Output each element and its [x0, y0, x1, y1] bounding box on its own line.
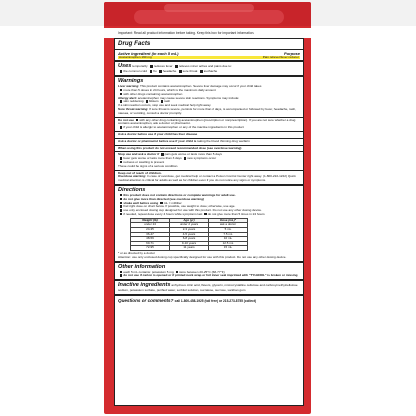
liver-warning-text: This product contains acetaminophen. Severe liver damage may occur if your child takes — [139, 84, 262, 89]
warnings-title: Warnings — [118, 78, 144, 85]
carton-logo-blur — [134, 10, 284, 24]
sore-throat-lead: Sore throat warning: — [118, 106, 149, 111]
other-info-section — [115, 263, 303, 280]
table-cell: 24-35 — [131, 228, 170, 233]
directions-title: Directions — [118, 186, 146, 193]
directions-section — [115, 186, 303, 261]
table-cell: 10 mL — [209, 237, 248, 242]
do-not-use-item: with any other drug containing acetaminophen (prescription or nonprescription). If you are not sure whether a drug contains acetaminophen, ask a doctor or pharmacist. — [118, 117, 296, 126]
warnings-section — [115, 77, 303, 116]
ask-doctor-section — [115, 132, 303, 138]
use-item: flu — [153, 69, 157, 74]
allergy-tail: If a skin reaction occurs, stop use and seek medical help right away. — [118, 103, 212, 108]
allergy-lead: Allergy alert: — [118, 95, 137, 100]
inactive-text: anhydrous citric acid, flavors, glycerin, microcrystalline cellulose and carboxymethylcellulose sodium, potassium sorbate, purified water, sorbitol solution, sucralose, sucrose, xanthan gum — [118, 283, 298, 293]
table-cell: 7.5 mL — [209, 232, 248, 237]
use-item: relieves minor aches and pains due to: — [178, 64, 232, 69]
allergy-text: acetaminophen may cause severe skin reactions. Symptoms may include: — [137, 95, 240, 100]
liver-item: with other drugs containing acetaminophen — [123, 91, 183, 96]
carton-logo-blur-2 — [164, 4, 254, 12]
active-ingredient-label: Active ingredient (in each 5 mL) — [118, 50, 179, 56]
allergy-item: blisters — [148, 99, 159, 104]
questions-phone: call 1-800-458-1925 (toll free) or 215-273-8755 (collect) — [174, 299, 256, 304]
direction-item: shake well before using — [123, 200, 159, 205]
dosing-header-dose: Dose (mL)* — [209, 218, 248, 223]
important-notice: Important: Read all product information before taking. Keep this box for important information. — [104, 28, 311, 38]
table-cell: 60-71 — [131, 241, 170, 246]
direction-item: do not give more than directed (see overdose warning) — [123, 196, 205, 201]
dosing-footnote: * or as directed by a doctor — [118, 251, 155, 255]
stop-use-section — [115, 152, 303, 169]
active-ingredient-section — [115, 50, 303, 61]
other-info-item: each 5 mL contains: potassium 5 mg — [123, 269, 174, 274]
overdose-text: In case of overdose, get medical help or contact a Poison Control Center right away. (1-800-222-1222) Quick medical attention is critical for adults as well as for children even if you do not notice any signs or symptoms. — [118, 174, 296, 183]
uses-section — [115, 62, 303, 75]
drug-facts-title: Drug Facts — [118, 40, 151, 47]
table-cell: under 24 — [131, 223, 170, 228]
when-using-section — [115, 146, 303, 152]
liver-item: more than 5 doses in 24 hours, which is the maximum daily amount — [123, 87, 216, 92]
allergy-item: rash — [164, 99, 171, 104]
keep-out-text: Keep out of reach of children. — [118, 170, 162, 175]
table-cell: 4-5 years — [170, 232, 209, 237]
overdose-lead: Overdose warning: — [118, 174, 147, 179]
table-cell: 2-3 years — [170, 228, 209, 233]
use-item: headache — [162, 69, 177, 74]
uses-title: Uses — [118, 63, 132, 70]
stop-use-item: new symptoms occur — [187, 156, 217, 161]
direction-item: do not give more than 5 times in 24 hours — [207, 212, 265, 217]
do-not-use-section — [115, 118, 303, 131]
stop-use-item: fever gets worse or lasts more than 3 days — [123, 156, 182, 161]
stop-use-tail: These could be signs of a serious condition. — [118, 163, 179, 168]
sore-throat-text: If sore throat is severe, persists for more than 2 days, is accompanied or followed by fever, headache, rash, nausea, or vomiting, consult a doctor promptly. — [118, 106, 296, 115]
direction-item: if needed, repeat dose every 4 hours while symptoms last — [123, 212, 203, 217]
ask-pharmacist-section — [115, 139, 303, 145]
table-cell: 48-59 — [131, 237, 170, 242]
stop-use-item: pain gets worse or lasts more than 5 days — [164, 152, 222, 157]
inactive-title: Inactive ingredients — [118, 282, 171, 289]
use-item: toothache — [203, 69, 218, 74]
table-cell: under 2 years — [170, 223, 209, 228]
table-cell: 9-10 years — [170, 241, 209, 246]
other-info-title: Other information — [118, 263, 166, 270]
stop-use-lead: Stop use and ask a doctor if — [118, 152, 160, 157]
dosing-header-weight: Weight (lb) — [131, 218, 170, 223]
table-cell: 6-8 years — [170, 237, 209, 242]
attention-text: Attention: use only enclosed dosing cup specifically designed for use with this product. Do not use any other dosing device. — [118, 254, 287, 259]
questions-label: Questions or comments? — [118, 298, 174, 304]
use-item: the common cold — [123, 69, 147, 74]
use-item: reduces fever — [153, 64, 173, 69]
allergy-item: skin reddening — [123, 99, 144, 104]
ingredient-purpose: Pain reliever/fever reducer — [262, 54, 299, 59]
keep-out-section — [115, 171, 303, 184]
liver-warning-lead: Liver warning: — [118, 84, 140, 89]
direction-item: find right dose on chart below. If possible, use weight to dose; otherwise, use age. — [123, 204, 236, 209]
table-cell: 11 years — [170, 246, 209, 251]
ask-doctor-text: Ask a doctor before use if your child has liver disease — [118, 131, 198, 136]
uses-intro: temporarily — [132, 64, 148, 69]
dosing-table — [130, 218, 248, 251]
do-not-use-lead: Do not use — [118, 117, 134, 122]
direction-item: use only enclosed dosing cup designed for use with this product. Do not use any other dosing device. — [123, 208, 263, 213]
dosing-header-age: Age (yr) — [170, 218, 209, 223]
ingredient-name: Acetaminophen 160 mg — [119, 54, 152, 59]
table-cell: 72-95 — [131, 246, 170, 251]
table-row — [131, 246, 248, 251]
ask-pharmacist-text: taking the blood thinning drug warfarin — [197, 138, 250, 143]
direction-item: this product does not contain directions or complete warnings for adult use. — [123, 192, 236, 197]
stop-use-item: redness or swelling is present — [123, 159, 165, 164]
when-using-text: When using this product do not exceed recommended dose (see overdose warning) — [118, 145, 242, 150]
drug-facts-panel — [114, 38, 304, 406]
other-info-item: do not use if carton is opened or if printed neck wrap or foil inner seal imprinted with "TYLENOL" is broken or missing — [123, 273, 298, 278]
table-cell: 15 mL — [209, 246, 248, 251]
use-item: sore throat — [182, 69, 198, 74]
table-cell: 5 mL — [209, 228, 248, 233]
questions-section — [115, 296, 303, 306]
inactive-section — [115, 281, 303, 294]
other-info-item: store between 20-25°C (68-77°F) — [179, 269, 225, 274]
direction-item: mL = milliliter — [163, 200, 182, 205]
table-cell: 36-47 — [131, 232, 170, 237]
do-not-use-item: if your child is allergic to acetaminophen or any of the inactive ingredients in this product — [123, 125, 244, 130]
purpose-label: Purpose — [283, 50, 300, 56]
table-cell: 12.5 mL — [209, 241, 248, 246]
drug-facts-header — [115, 39, 303, 49]
table-cell: ask a doctor — [209, 223, 248, 228]
ask-pharmacist-lead: Ask a doctor or pharmacist before use if your child is — [118, 138, 197, 143]
